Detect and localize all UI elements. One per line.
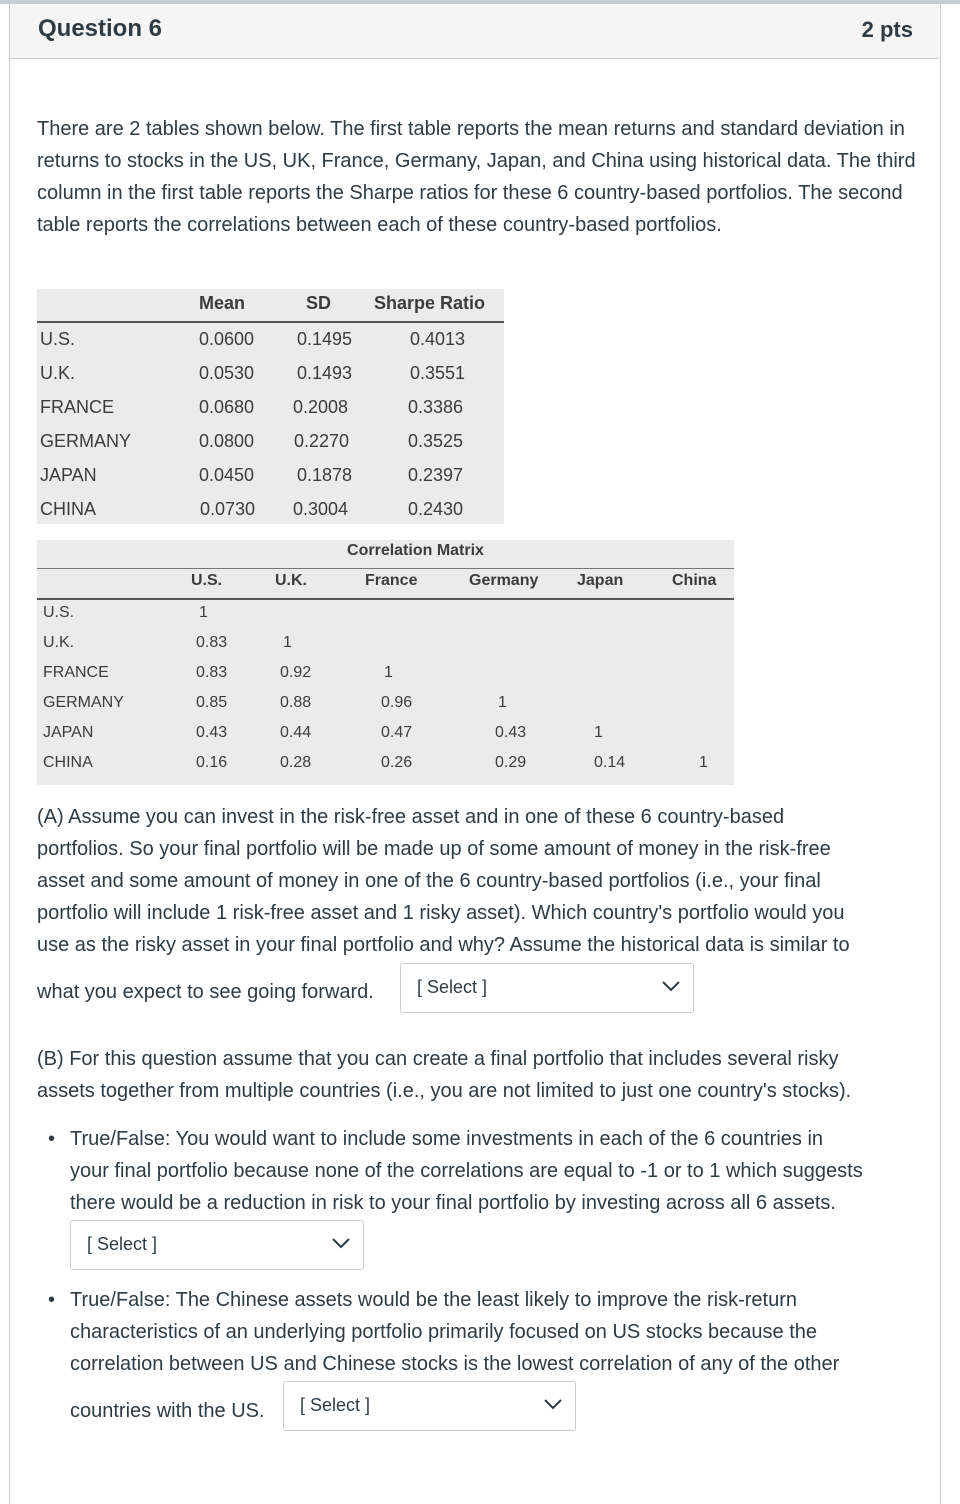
bullet2-line: True/False: The Chinese assets would be the least likely to improve the risk-return — [70, 1289, 797, 1311]
country-label: U.S. — [40, 329, 76, 349]
corr-value: 1 — [699, 754, 708, 771]
sharpe-value: 0.4013 — [410, 329, 466, 349]
header-japan: Japan — [577, 572, 624, 589]
corr-value: 1 — [594, 724, 603, 741]
country-label: JAPAN — [43, 724, 94, 741]
bullet2-line: characteristics of an underlying portfolio primarily focused on US stocks because the — [70, 1321, 818, 1343]
part-a-line: portfolios. So your final portfolio will be made up of some amount of money in the risk-free — [37, 838, 831, 860]
bullet1-line: True/False: You would want to include some investments in each of the 6 countries in — [70, 1128, 824, 1150]
corr-value: 0.96 — [381, 694, 413, 711]
header-china: China — [672, 572, 717, 589]
corr-value: 0.43 — [196, 724, 228, 741]
corr-value: 0.43 — [495, 724, 527, 741]
country-label: CHINA — [40, 499, 97, 519]
bullet-dot: • — [48, 1128, 56, 1150]
country-label: FRANCE — [43, 664, 109, 681]
part-a-line: asset and some amount of money in one of the 6 country-based portfolios (i.e., your final — [37, 870, 821, 892]
corr-value: 0.83 — [196, 634, 228, 651]
bullet1-text — [70, 1123, 930, 1219]
corr-value: 0.47 — [381, 724, 413, 741]
header-us: U.S. — [191, 572, 223, 589]
sd-value: 0.1495 — [297, 329, 353, 349]
country-label: GERMANY — [43, 694, 124, 711]
mean-value: 0.0530 — [199, 363, 255, 383]
mean-value: 0.0600 — [199, 329, 255, 349]
bullet2-text — [70, 1284, 930, 1380]
chevron-down-icon — [661, 979, 681, 993]
question-header — [10, 4, 939, 59]
bullet2-select[interactable] — [283, 1381, 576, 1431]
country-label: U.K. — [40, 363, 76, 383]
chevron-down-icon — [543, 1397, 563, 1411]
sharpe-value: 0.2397 — [408, 465, 464, 485]
part-a-line: portfolio will include 1 risk-free asset and 1 risky asset). Which country's portfolio would you — [37, 902, 845, 924]
select-label: [ Select ] — [417, 977, 488, 997]
country-label: U.K. — [43, 634, 75, 651]
sd-value: 0.1878 — [297, 465, 353, 485]
correlation-table — [37, 540, 734, 785]
sd-value: 0.1493 — [297, 363, 353, 383]
mean-value: 0.0800 — [199, 431, 255, 451]
bullet2-last-line: countries with the US. — [70, 1400, 265, 1422]
country-label: GERMANY — [40, 431, 132, 451]
returns-table — [37, 289, 504, 524]
intro-text: There are 2 tables shown below. The first table reports the mean returns and standard deviation in returns to stocks in the US, UK, France, Germany, Japan, and China using historical data. The third column in the first table reports the Sharpe ratios for these 6 country-based portfolios. The second table reports the correlations between each of these country-based portfolios. — [37, 118, 916, 236]
mean-value: 0.0730 — [200, 499, 256, 519]
bullet2-line: correlation between US and Chinese stocks is the lowest correlation of any of the other — [70, 1353, 840, 1375]
corr-value: 0.85 — [196, 694, 228, 711]
country-label: JAPAN — [40, 465, 97, 485]
title-rule — [37, 568, 734, 569]
header-sd: SD — [306, 293, 332, 313]
corr-value: 1 — [283, 634, 292, 651]
bullet1-line: your final portfolio because none of the correlations are equal to -1 or to 1 which suggests — [70, 1160, 863, 1182]
part-b-line: (B) For this question assume that you can create a final portfolio that includes several risky — [37, 1048, 839, 1070]
corr-value: 0.28 — [280, 754, 312, 771]
part-b-line: assets together from multiple countries (i.e., you are not limited to just one country's stocks). — [37, 1080, 852, 1102]
mean-value: 0.0450 — [199, 465, 255, 485]
bullet-dot: • — [48, 1289, 56, 1311]
part-a-select[interactable] — [400, 963, 694, 1013]
header-germany: Germany — [469, 572, 539, 589]
bullet1-line: there would be a reduction in risk to your final portfolio by investing across all 6 assets. — [70, 1192, 836, 1214]
header-mean: Mean — [199, 293, 246, 313]
country-label: FRANCE — [40, 397, 115, 417]
sharpe-value: 0.2430 — [408, 499, 464, 519]
select-label: [ Select ] — [87, 1234, 158, 1254]
corr-value: 0.44 — [280, 724, 312, 741]
corr-value: 0.14 — [594, 754, 626, 771]
sharpe-value: 0.3551 — [410, 363, 466, 383]
mean-value: 0.0680 — [199, 397, 255, 417]
part-a-text — [37, 801, 917, 961]
country-label: CHINA — [43, 754, 93, 771]
header-rule — [37, 321, 504, 323]
corr-value: 0.16 — [196, 754, 228, 771]
corr-value: 1 — [384, 664, 393, 681]
corr-value: 0.83 — [196, 664, 228, 681]
select-label: [ Select ] — [300, 1395, 371, 1415]
corr-value: 0.88 — [280, 694, 312, 711]
part-b-text — [37, 1043, 917, 1107]
corr-value: 0.92 — [280, 664, 312, 681]
header-france: France — [365, 572, 418, 589]
part-a-line: use as the risky asset in your final portfolio and why? Assume the historical data is similar to — [37, 934, 850, 956]
sd-value: 0.2270 — [294, 431, 350, 451]
part-a-last-line: what you expect to see going forward. — [37, 981, 374, 1003]
country-label: U.S. — [43, 604, 75, 621]
chevron-down-icon — [331, 1236, 351, 1250]
sharpe-value: 0.3386 — [408, 397, 464, 417]
corr-value: 1 — [498, 694, 507, 711]
part-a-line: (A) Assume you can invest in the risk-free asset and in one of these 6 country-based — [37, 806, 785, 828]
corr-value: 1 — [199, 604, 208, 621]
header-uk: U.K. — [275, 572, 307, 589]
correlation-title: Correlation Matrix — [347, 542, 484, 559]
header-sharpe: Sharpe Ratio — [374, 293, 486, 313]
corr-value: 0.29 — [495, 754, 527, 771]
question-points: 2 pts — [861, 17, 913, 42]
sd-value: 0.3004 — [293, 499, 349, 519]
bullet1-select[interactable] — [70, 1220, 364, 1270]
corr-value: 0.26 — [381, 754, 413, 771]
question-title: Question 6 — [38, 15, 163, 42]
sharpe-value: 0.3525 — [408, 431, 464, 451]
header-rule — [37, 598, 734, 600]
sd-value: 0.2008 — [293, 397, 349, 417]
